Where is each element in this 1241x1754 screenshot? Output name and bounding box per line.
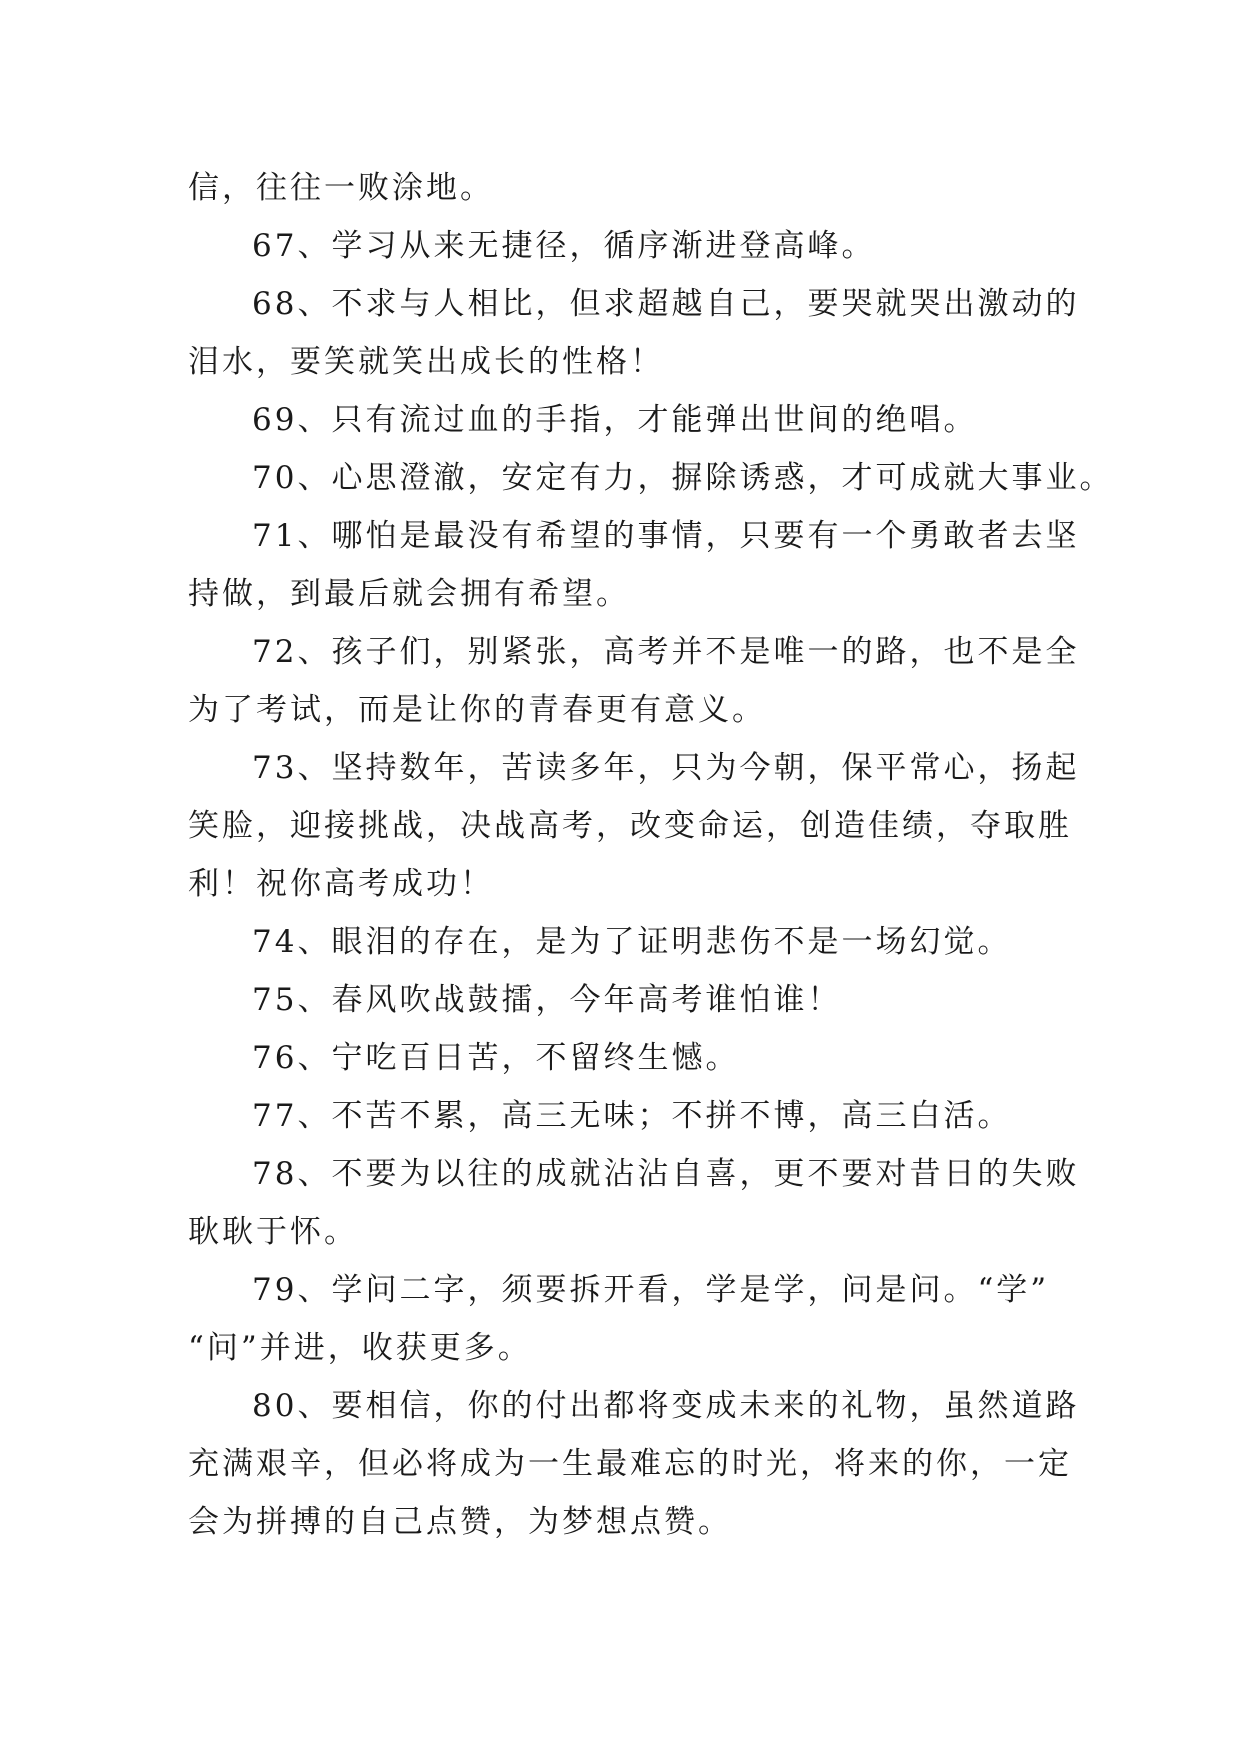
- text-line: 80、要相信，你的付出都将变成未来的礼物，虽然道路: [252, 1388, 1080, 1424]
- paragraph: [188, 1145, 1080, 1261]
- text-line: 为了考试，而是让你的青春更有意义。: [188, 692, 766, 728]
- paragraph: [188, 913, 1048, 971]
- text-line: 77、不苦不累，高三无味；不拼不博，高三白活。: [252, 1098, 1012, 1134]
- paragraph: [188, 1377, 1080, 1551]
- text-line: 71、哪怕是最没有希望的事情，只要有一个勇敢者去坚: [252, 518, 1080, 554]
- text-line: 68、不求与人相比，但求超越自己，要哭就哭出激动的: [252, 286, 1080, 322]
- paragraph: [188, 739, 1080, 913]
- text-line: 利！祝你高考成功！: [188, 866, 494, 902]
- text-line: 持做，到最后就会拥有希望。: [188, 576, 630, 612]
- paragraph: [188, 391, 1048, 449]
- paragraph: [188, 1261, 1048, 1377]
- paragraph: [188, 507, 1080, 623]
- text-line: 耿耿于怀。: [188, 1214, 358, 1250]
- text-line: 69、只有流过血的手指，才能弹出世间的绝唱。: [252, 402, 978, 438]
- paragraph: [188, 275, 1080, 391]
- text-line: 76、宁吃百日苦，不留终生憾。: [252, 1040, 740, 1076]
- paragraph: [188, 217, 1048, 275]
- paragraph: [188, 623, 1080, 739]
- text-line: 67、学习从来无捷径，循序渐进登高峰。: [252, 228, 876, 264]
- paragraph: [188, 159, 1048, 217]
- paragraph: [188, 449, 1114, 507]
- text-line: 78、不要为以往的成就沾沾自喜，更不要对昔日的失败: [252, 1156, 1080, 1192]
- paragraph: [188, 1087, 1048, 1145]
- paragraph: [188, 1029, 1048, 1087]
- text-line: 泪水，要笑就笑出成长的性格！: [188, 344, 664, 380]
- text-line: 会为拼搏的自己点赞，为梦想点赞。: [188, 1504, 732, 1540]
- text-line: 73、坚持数年，苦读多年，只为今朝，保平常心，扬起: [252, 750, 1080, 786]
- text-line: 信，往往一败涂地。: [188, 170, 494, 206]
- text-line: 70、心思澄澈，安定有力，摒除诱惑，才可成就大事业。: [252, 460, 1114, 496]
- text-line: 笑脸，迎接挑战，决战高考，改变命运，创造佳绩，夺取胜: [188, 808, 1072, 844]
- text-line: “问”并进，收获更多。: [188, 1330, 532, 1366]
- text-line: 74、眼泪的存在，是为了证明悲伤不是一场幻觉。: [252, 924, 1012, 960]
- text-line: 72、孩子们，别紧张，高考并不是唯一的路，也不是全: [252, 634, 1080, 670]
- text-line: 75、春风吹战鼓擂，今年高考谁怕谁！: [252, 982, 842, 1018]
- paragraph: [188, 971, 1048, 1029]
- document-body: [188, 159, 1114, 1551]
- text-line: 79、学问二字，须要拆开看，学是学，问是问。“学”: [252, 1272, 1050, 1308]
- text-line: 充满艰辛，但必将成为一生最难忘的时光，将来的你，一定: [188, 1446, 1072, 1482]
